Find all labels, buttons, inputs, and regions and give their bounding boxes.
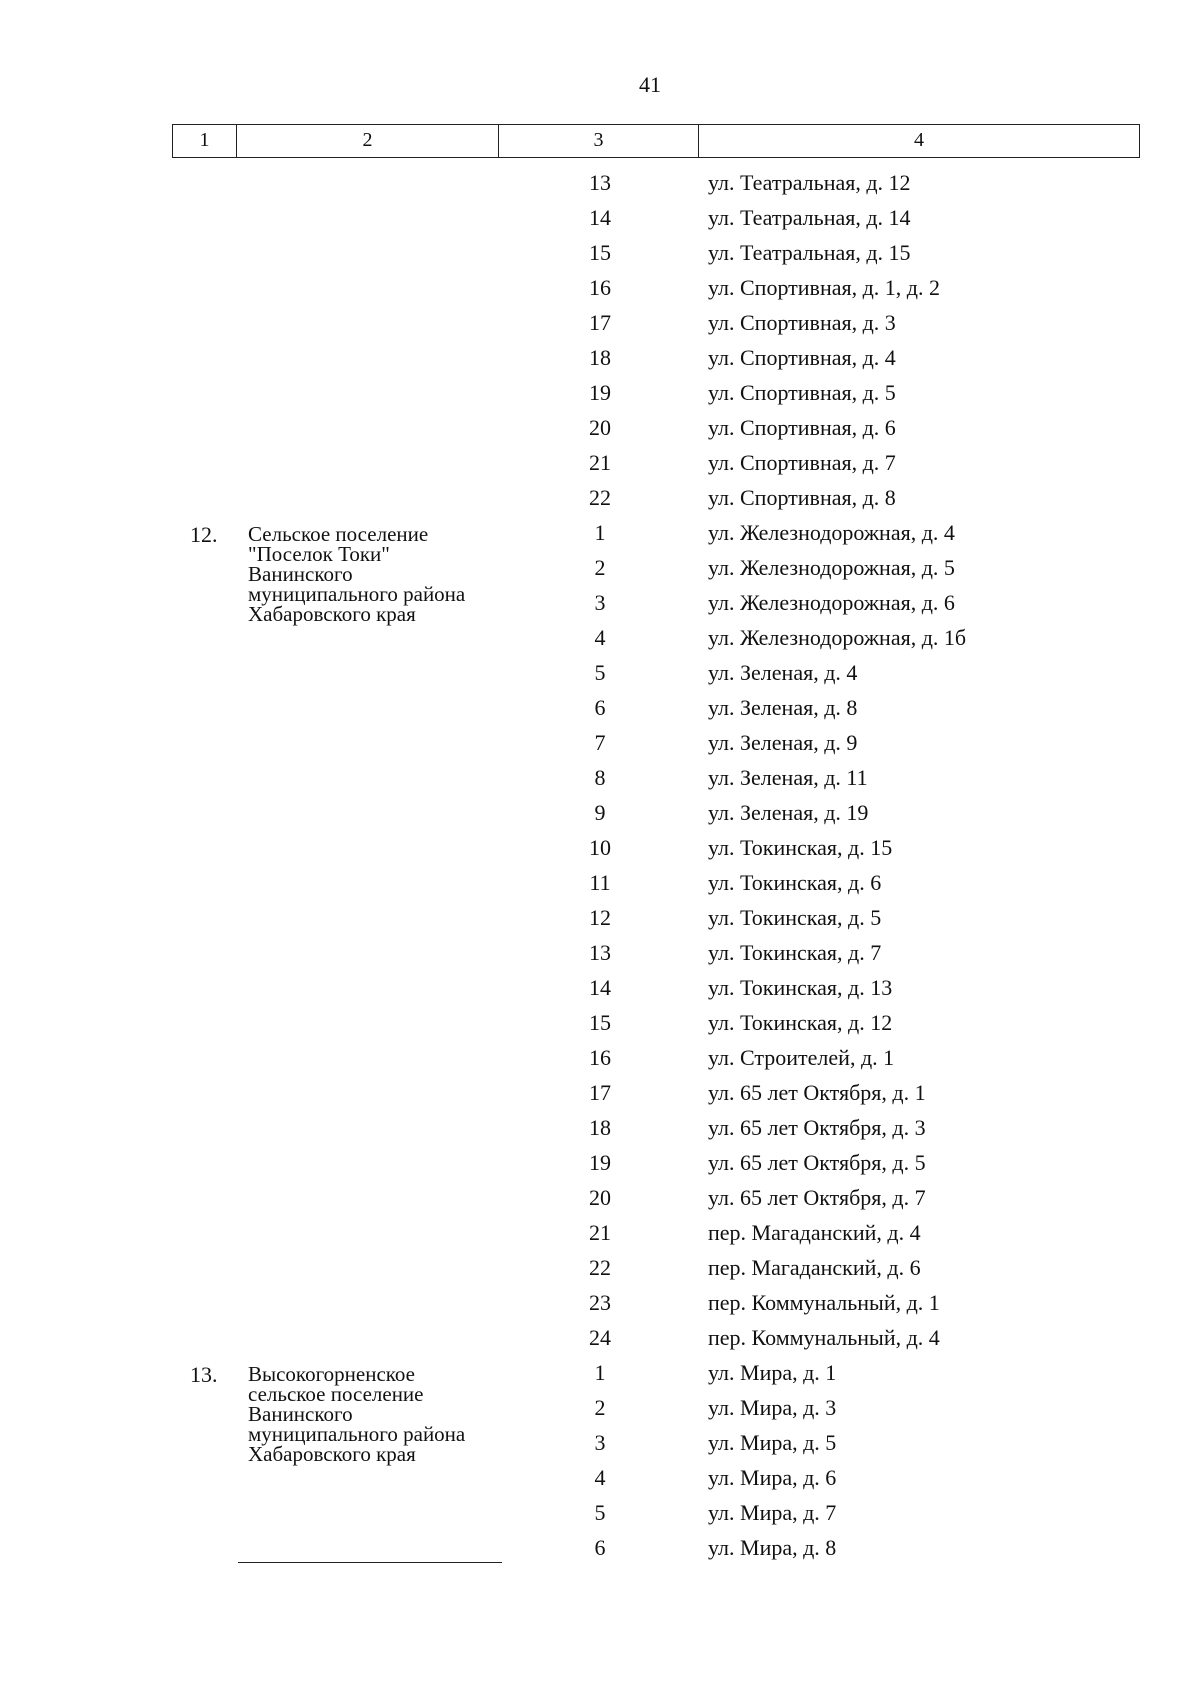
table-body [0,168,1200,1568]
row-number: 13 [589,940,611,965]
table-row [0,413,1200,448]
table-row [0,483,1200,518]
row-number: 7 [594,730,606,755]
table-row [0,343,1200,378]
row-address: ул. Зеленая, д. 4 [708,660,858,685]
row-address: ул. Театральная, д. 15 [708,240,911,265]
table-row [0,658,1200,693]
row-address: ул. Токинская, д. 6 [708,870,882,895]
table-row [0,623,1200,658]
row-number: 14 [589,205,611,230]
table-row [0,1183,1200,1218]
row-number: 21 [589,1220,611,1245]
header-col-4: 4 [914,129,924,151]
row-number: 17 [589,310,611,335]
table-row [0,798,1200,833]
table-row [0,238,1200,273]
table-row [0,1358,1200,1393]
row-address: ул. 65 лет Октября, д. 5 [708,1150,926,1175]
row-number: 3 [594,590,606,615]
table-row [0,308,1200,343]
row-address: пер. Коммунальный, д. 1 [708,1290,940,1315]
table-row [0,588,1200,623]
table-row [0,168,1200,203]
table-row [0,763,1200,798]
table-row [0,938,1200,973]
row-number: 6 [594,1535,606,1560]
row-address: ул. Токинская, д. 12 [708,1010,893,1035]
row-address: ул. Зеленая, д. 9 [708,730,858,755]
row-address: ул. Зеленая, д. 19 [708,800,869,825]
group-12-name: Сельское поселение "Поселок Токи" Ванинского муниципального района Хабаровского края [248,522,466,626]
row-number: 4 [594,1465,606,1490]
row-number: 20 [589,415,611,440]
row-address: пер. Магаданский, д. 4 [708,1220,921,1245]
table-row [0,1078,1200,1113]
row-number: 6 [594,695,606,720]
row-address: ул. Зеленая, д. 8 [708,695,858,720]
row-number: 1 [594,1360,606,1385]
row-address: ул. 65 лет Октября, д. 3 [708,1115,926,1140]
row-number: 18 [589,345,611,370]
closing-rule [238,1562,502,1563]
row-number: 2 [594,555,606,580]
row-number: 19 [589,380,611,405]
row-address: ул. Спортивная, д. 5 [708,380,896,405]
row-address: ул. Театральная, д. 12 [708,170,911,195]
row-address: ул. Токинская, д. 15 [708,835,893,860]
table-row [0,1323,1200,1358]
row-address: ул. Театральная, д. 14 [708,205,911,230]
row-number: 24 [589,1325,611,1350]
row-number: 21 [589,450,611,475]
table-row [0,1253,1200,1288]
table-row [0,553,1200,588]
table-row [0,203,1200,238]
row-number: 3 [594,1430,606,1455]
group-12-number: 12. [190,522,218,547]
row-address: ул. Токинская, д. 7 [708,940,882,965]
table-header [172,124,1140,158]
row-number: 10 [589,835,611,860]
row-address: ул. Мира, д. 8 [708,1535,837,1560]
table-row [0,728,1200,763]
row-address: пер. Магаданский, д. 6 [708,1255,921,1280]
row-number: 22 [589,1255,611,1280]
row-number: 11 [589,870,611,895]
table-row [0,693,1200,728]
row-address: ул. Мира, д. 7 [708,1500,837,1525]
row-address: ул. Спортивная, д. 7 [708,450,896,475]
table-row [0,1533,1200,1568]
row-address: ул. Спортивная, д. 6 [708,415,896,440]
row-number: 15 [589,1010,611,1035]
row-number: 14 [589,975,611,1000]
row-address: ул. Спортивная, д. 4 [708,345,896,370]
row-address: ул. Железнодорожная, д. 4 [708,520,955,545]
row-address: ул. Железнодорожная, д. 1б [708,625,967,650]
row-number: 2 [594,1395,606,1420]
row-number: 16 [589,1045,611,1070]
row-address: ул. Спортивная, д. 1, д. 2 [708,275,940,300]
table-row [0,518,1200,553]
table-row [0,1218,1200,1253]
table-row [0,448,1200,483]
row-number: 16 [589,275,611,300]
table-row [0,1008,1200,1043]
row-address: ул. Мира, д. 1 [708,1360,837,1385]
row-address: ул. Железнодорожная, д. 5 [708,555,955,580]
header-col-1: 1 [173,125,237,157]
row-address: ул. Токинская, д. 13 [708,975,893,1000]
table-row [0,903,1200,938]
header-col-3: 3 [499,125,699,157]
row-number: 4 [594,625,606,650]
table-row [0,833,1200,868]
table-row [0,1043,1200,1078]
row-address: ул. 65 лет Октября, д. 1 [708,1080,926,1105]
row-address: ул. 65 лет Октября, д. 7 [708,1185,926,1210]
row-number: 13 [589,170,611,195]
row-number: 5 [594,1500,606,1525]
row-address: ул. Мира, д. 3 [708,1395,837,1420]
row-address: ул. Мира, д. 6 [708,1465,837,1490]
row-number: 9 [594,800,606,825]
group-13-number: 13. [190,1362,218,1387]
row-address: ул. Железнодорожная, д. 6 [708,590,955,615]
table-row [0,1428,1200,1463]
table-row [0,1148,1200,1183]
row-number: 8 [594,765,606,790]
row-address: пер. Коммунальный, д. 4 [708,1325,940,1350]
row-address: ул. Строителей, д. 1 [708,1045,895,1070]
row-number: 22 [589,485,611,510]
table-row [0,973,1200,1008]
table-row [0,1463,1200,1498]
row-number: 5 [594,660,606,685]
page-number: 41 [639,72,661,97]
row-number: 15 [589,240,611,265]
table-row [0,1113,1200,1148]
row-number: 18 [589,1115,611,1140]
row-number: 20 [589,1185,611,1210]
row-address: ул. Мира, д. 5 [708,1430,837,1455]
row-address: ул. Зеленая, д. 11 [708,765,868,790]
row-number: 23 [589,1290,611,1315]
table-row [0,273,1200,308]
group-13-name: Высокогорненское сельское поселение Ванинского муниципального района Хабаровского края [248,1362,466,1466]
header-col-2: 2 [237,125,499,157]
table-row [0,1498,1200,1533]
row-number: 1 [594,520,606,545]
row-number: 12 [589,905,611,930]
row-number: 19 [589,1150,611,1175]
row-address: ул. Спортивная, д. 3 [708,310,896,335]
table-row [0,1393,1200,1428]
row-address: ул. Токинская, д. 5 [708,905,882,930]
table-row [0,1288,1200,1323]
row-number: 17 [589,1080,611,1105]
row-address: ул. Спортивная, д. 8 [708,485,896,510]
table-row [0,378,1200,413]
table-row [0,868,1200,903]
